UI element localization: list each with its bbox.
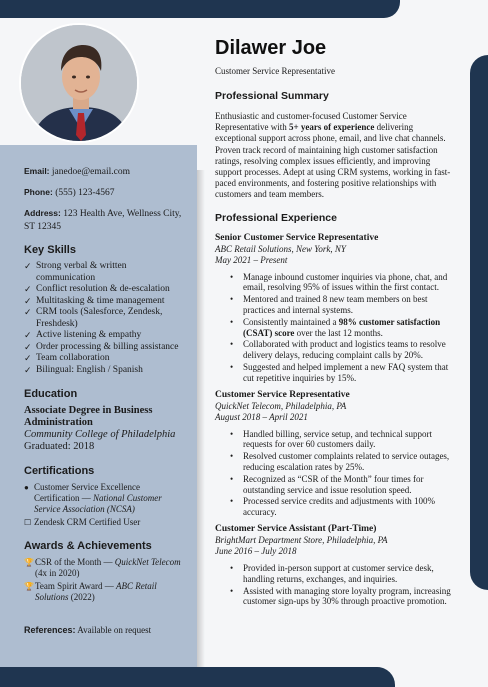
awards-heading: Awards & Achievements: [24, 540, 152, 552]
certifications-heading: Certifications: [24, 465, 95, 477]
certification-item: ● Customer Service Excellence Certification — National Customer Service Association (NCSA): [24, 482, 162, 514]
job-dates: June 2016 – July 2018: [215, 545, 297, 556]
education-school: Community College of Philadelphia: [24, 429, 176, 440]
job-bullet: • Suggested and helped implement a new FAQ system that cut repetitive inquiries by 15%.: [243, 362, 455, 384]
job-company: QuickNet Telecom, Philadelphia, PA: [215, 400, 347, 411]
awards-list: [24, 557, 185, 603]
checkbox-icon: ☐: [24, 518, 32, 527]
skills-list: [24, 261, 185, 376]
main-column: [215, 36, 455, 613]
job-bullets: [215, 272, 455, 384]
job-company: BrightMart Department Store, Philadelphia, PA: [215, 534, 388, 545]
bullet-icon: ●: [24, 483, 29, 492]
profile-photo: [19, 23, 139, 143]
candidate-role: Customer Service Representative: [215, 66, 335, 76]
contact-email: Email: janedoe@email.com: [24, 166, 131, 177]
job-bullet: • Consistently maintained a 98% customer satisfaction (CSAT) score over the last 12 months.: [243, 317, 455, 339]
certifications-list: [24, 482, 185, 528]
profile-photo-avatar: [21, 25, 139, 143]
education-heading: Education: [24, 388, 78, 400]
candidate-name: Dilawer Joe: [215, 37, 327, 59]
job-bullet: • Assisted with managing store loyalty program, increasing customer sign-ups by 30% through proactive promotion.: [243, 586, 455, 608]
summary-heading: Professional Summary: [215, 90, 329, 102]
job-company: ABC Retail Solutions, New York, NY: [215, 243, 346, 254]
job-bullet: • Processed service credits and adjustments with 100% accuracy.: [243, 496, 455, 518]
references-text: Available on request: [77, 625, 152, 635]
job-dates: August 2018 – April 2021: [215, 411, 308, 422]
certification-org: National Customer Service Association (NCSA): [34, 493, 162, 514]
check-icon: ✓: [24, 307, 32, 317]
award-item: 🏆 Team Spirit Award — ABC Retail Solutions (2022): [24, 581, 157, 602]
check-icon: ✓: [24, 261, 32, 271]
job-entry: [215, 524, 455, 607]
job-bullet: • Collaborated with product and logistics teams to resolve delivery delays, reducing complaint calls by 20%.: [243, 339, 455, 361]
job-bullet: • Resolved customer complaints related to service outages, reducing escalation rates by 25%.: [243, 451, 455, 473]
sidebar-shadow: [197, 170, 205, 667]
experience-heading: Professional Experience: [215, 211, 337, 224]
check-icon: ✓: [24, 284, 32, 294]
job-bullet: • Provided in-person support at customer service desk, handling returns, exchanges, and inquiries.: [243, 563, 455, 585]
job-entry: [215, 233, 455, 384]
job-title: Senior Customer Service Representative: [215, 232, 379, 243]
contact-address: Address: 123 Health Ave, Wellness City, ST 12345: [24, 208, 182, 232]
skill-item: ✓ Conflict resolution & de-escalation: [24, 284, 170, 294]
certification-item: ☐ Zendesk CRM Certified User: [24, 517, 141, 527]
skill-item: ✓ Strong verbal & written communication: [24, 261, 127, 283]
job-dates: May 2021 – Present: [215, 254, 288, 265]
skill-item: ✓ Multitasking & time management: [24, 295, 165, 306]
skill-item: ✓ Order processing & billing assistance: [24, 341, 179, 352]
skill-item: ✓ Bilingual: English / Spanish: [24, 364, 143, 375]
check-icon: ✓: [24, 353, 32, 363]
award-org: ABC Retail Solutions: [35, 581, 157, 602]
trophy-icon: 🏆: [24, 558, 34, 567]
top-accent-bar: [0, 0, 400, 18]
job-title: Customer Service Assistant (Part-Time): [215, 523, 377, 534]
sidebar: [0, 145, 197, 667]
job-bullet-highlight: 98% customer satisfaction (CSAT) score: [243, 316, 441, 338]
experience-list: [215, 233, 455, 608]
job-bullet: • Recognized as “CSR of the Month” four times for outstanding service and issue resolution speed.: [243, 474, 455, 496]
job-bullets: [215, 429, 455, 518]
check-icon: ✓: [24, 295, 32, 306]
right-accent-bar: [470, 55, 488, 590]
job-bullet: • Mentored and trained 8 new team members on best practices and internal systems.: [243, 294, 455, 316]
job-bullet: • Manage inbound customer inquiries via phone, chat, and email, resolving 95% of issues within the first contact.: [243, 272, 455, 294]
education-year: Graduated: 2018: [24, 441, 95, 452]
award-item: 🏆 CSR of the Month — QuickNet Telecom (4x in 2020): [24, 557, 181, 578]
job-bullets: [215, 563, 455, 607]
email-value: janedoe@email.com: [51, 167, 131, 177]
education-degree: Associate Degree in Business Administration: [24, 405, 153, 428]
skills-heading: Key Skills: [24, 244, 76, 256]
skill-item: ✓ Active listening & empathy: [24, 330, 142, 340]
skill-item: ✓ CRM tools (Salesforce, Zendesk, Freshdesk): [24, 307, 163, 329]
phone-value: (555) 123-4567: [55, 188, 115, 198]
skill-item: ✓ Team collaboration: [24, 353, 110, 363]
address-value: 123 Health Ave, Wellness City, ST 12345: [24, 209, 182, 232]
check-icon: ✓: [24, 341, 32, 352]
award-org: QuickNet Telecom: [114, 557, 181, 567]
references: References: Available on request: [24, 625, 152, 635]
contact-phone: Phone: (555) 123-4567: [24, 187, 115, 198]
job-entry: [215, 390, 455, 518]
job-title: Customer Service Representative: [215, 389, 350, 400]
check-icon: ✓: [24, 330, 32, 340]
trophy-icon: 🏆: [24, 582, 34, 591]
bottom-accent-bar: [0, 667, 395, 687]
job-bullet: • Handled billing, service setup, and technical support requests for over 60 customers daily.: [243, 429, 455, 451]
check-icon: ✓: [24, 364, 32, 375]
summary-text: Enthusiastic and customer-focused Customer Service Representative with 5+ years of experience delivering exceptional support across phone, email, and live chat channels. Proven track record of maintaining high customer satisfaction ratings, resolving complex issues efficiently, and improving support processes. Adept at using CRM systems, working in fast-paced environments, and fostering positive relationships with customers and team members.: [215, 111, 451, 200]
